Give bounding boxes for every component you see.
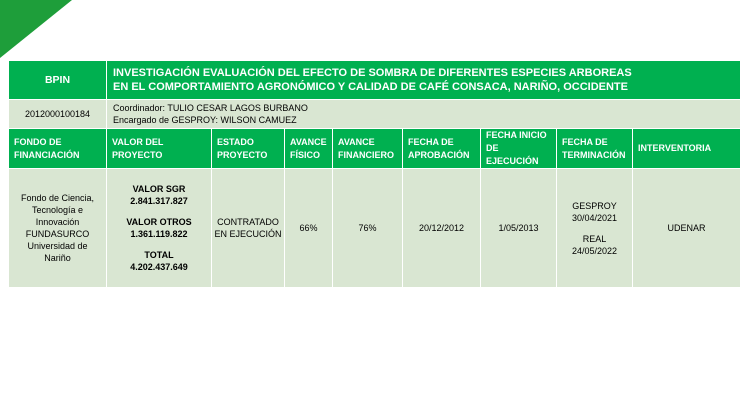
cell-interventoria: UDENAR bbox=[633, 169, 741, 288]
responsible-info bbox=[107, 100, 741, 129]
header-fecha-aprobacion: FECHA DE APROBACIÓN bbox=[403, 129, 481, 169]
project-title-line-2: EN EL COMPORTAMIENTO AGRONÓMICO Y CALIDAD DE CAFÉ CONSACA, NARIÑO, OCCIDENTE bbox=[113, 81, 628, 93]
cell-fecha-terminacion bbox=[557, 169, 633, 288]
cell-fondo: Fondo de Ciencia, Tecnología e Innovación FUNDASURCO Universidad de Nariño bbox=[9, 169, 107, 288]
total-value: 4.202.437.649 bbox=[130, 262, 188, 272]
project-title bbox=[107, 61, 741, 100]
cell-avance-fisico: 66% bbox=[285, 169, 333, 288]
title-row bbox=[9, 61, 741, 100]
header-row bbox=[9, 129, 741, 169]
valor-otros: 1.361.119.822 bbox=[130, 229, 188, 239]
bpin-header: BPIN bbox=[9, 61, 107, 100]
project-title-line-1: INVESTIGACIÓN EVALUACIÓN DEL EFECTO DE SOMBRA DE DIFERENTES ESPECIES ARBOREAS bbox=[113, 67, 632, 79]
header-fondo: FONDO DE FINANCIACIÓN bbox=[9, 129, 107, 169]
data-row bbox=[9, 169, 741, 288]
cell-valor bbox=[107, 169, 212, 288]
total-label: TOTAL bbox=[144, 250, 174, 260]
header-valor: VALOR DEL PROYECTO bbox=[107, 129, 212, 169]
cell-fecha-aprobacion: 20/12/2012 bbox=[403, 169, 481, 288]
valor-sgr-label: VALOR SGR bbox=[132, 184, 186, 194]
header-fecha-terminacion: FECHA DE TERMINACIÓN bbox=[557, 129, 633, 169]
cell-estado: CONTRATADO EN EJECUCIÓN bbox=[212, 169, 285, 288]
term-real-label: REAL bbox=[582, 233, 607, 244]
valor-otros-label: VALOR OTROS bbox=[126, 217, 192, 227]
header-avance-fisico: AVANCE FÍSICO bbox=[285, 129, 333, 169]
valor-sgr: 2.841.317.827 bbox=[130, 196, 188, 206]
header-interventoria: INTERVENTORIA bbox=[633, 129, 741, 169]
cell-avance-financiero: 76% bbox=[333, 169, 403, 288]
gesproy-manager-text: Encargado de GESPROY: WILSON CAMUEZ bbox=[113, 115, 297, 125]
header-avance-financiero: AVANCE FINANCIERO bbox=[333, 129, 403, 169]
term-gesproy-date: 30/04/2021 bbox=[571, 212, 618, 223]
header-estado: ESTADO PROYECTO bbox=[212, 129, 285, 169]
corner-decoration bbox=[0, 0, 72, 58]
project-table bbox=[8, 60, 741, 288]
info-row bbox=[9, 100, 741, 129]
coordinator-text: Coordinador: TULIO CESAR LAGOS BURBANO bbox=[113, 103, 308, 113]
cell-fecha-inicio: 1/05/2013 bbox=[481, 169, 557, 288]
term-gesproy-label: GESPROY bbox=[572, 200, 617, 211]
bpin-value: 2012000100184 bbox=[9, 100, 107, 129]
header-fecha-inicio: FECHA INICIO DE EJECUCIÓN bbox=[481, 129, 557, 169]
term-real-date: 24/05/2022 bbox=[571, 245, 618, 256]
